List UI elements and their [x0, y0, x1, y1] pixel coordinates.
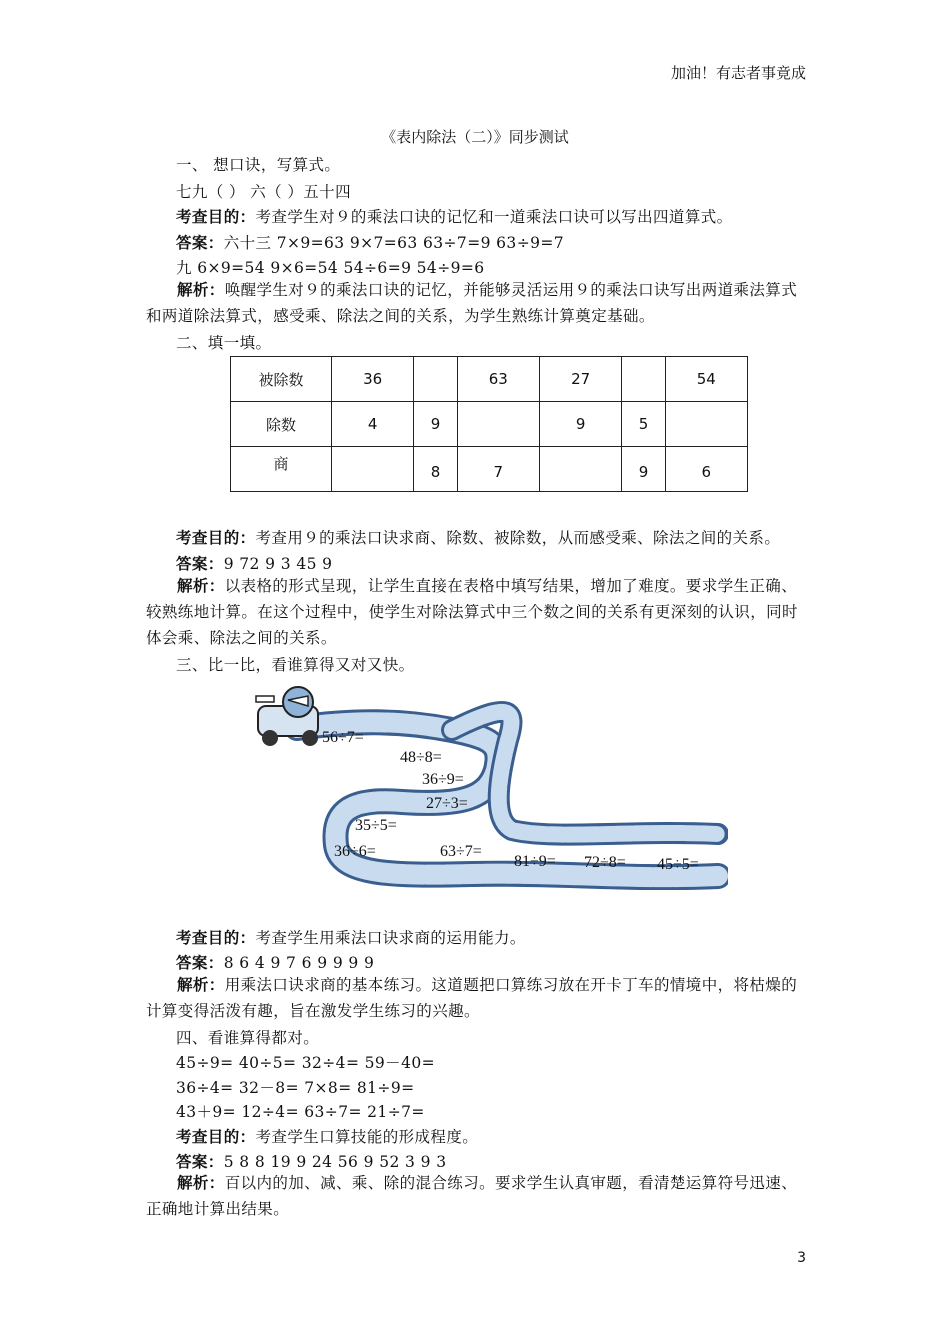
kart-race-illustration: [252, 680, 728, 890]
section2-answer: [176, 552, 332, 574]
section3-heading: 三、比一比，看谁算得又对又快。: [176, 656, 415, 674]
table-cell: 5: [622, 402, 665, 447]
table-cell: [622, 357, 665, 402]
answer-text: 8 6 4 9 7 6 9 9 9 9: [223, 954, 375, 972]
table-row-label: 除数: [231, 402, 332, 447]
race-problem: 56÷7=: [322, 729, 364, 746]
table-cell: [665, 402, 747, 447]
table-cell: [457, 402, 539, 447]
section4-problems-line: 36÷4= 32－8= 7×8= 81÷9=: [176, 1079, 415, 1097]
analysis-label: 解析：: [177, 1173, 225, 1192]
goal-text: 考查学生口算技能的形成程度。: [255, 1128, 479, 1146]
answer-label: 答案：: [176, 953, 224, 972]
table-row: [231, 402, 748, 447]
goal-label: 考查目的：: [176, 928, 256, 947]
table-cell: [414, 357, 457, 402]
analysis-label: 解析：: [177, 280, 225, 299]
section2-analysis: [146, 573, 808, 651]
section4-problems-line: 45÷9= 40÷5= 32÷4= 59－40=: [176, 1054, 435, 1072]
answer-text: 5 8 8 19 9 24 56 9 52 3 9 3: [223, 1153, 447, 1171]
goal-label: 考查目的：: [176, 207, 256, 226]
section4-heading: 四、看谁算得都对。: [176, 1029, 320, 1047]
goal-label: 考查目的：: [176, 528, 256, 547]
table-cell: 63: [457, 357, 539, 402]
analysis-text: 唤醒学生对９的乘法口诀的记忆，并能够灵活运用９的乘法口诀写出两道乘法算式和两道除法算式，感受乘、除法之间的关系，为学生熟练计算奠定基础。: [146, 281, 798, 325]
table-cell: 9: [622, 447, 665, 492]
analysis-text: 以表格的形式呈现，让学生直接在表格中填写结果，增加了难度。要求学生正确、较熟练地计算。在这个过程中，使学生对除法算式中三个数之间的关系有更深刻的认识，同时体会乘、除法之间的关系。: [146, 577, 798, 647]
table-cell: 54: [665, 357, 747, 402]
table-cell: 27: [539, 357, 621, 402]
race-problem: 35÷5=: [355, 817, 397, 834]
race-problem: 36÷6=: [334, 843, 376, 860]
section4-goal: [176, 1125, 478, 1147]
division-table: [230, 356, 748, 492]
race-problem: 81÷9=: [514, 853, 556, 870]
section1-heading: 一、 想口诀，写算式。: [176, 156, 341, 174]
section3-goal: [176, 926, 526, 948]
race-problem: 45÷5=: [657, 856, 699, 873]
table-row-label: 被除数: [231, 357, 332, 402]
table-cell: 8: [414, 447, 457, 492]
analysis-text: 用乘法口诀求商的基本练习。这道题把口算练习放在开卡丁车的情境中，将枯燥的计算变得活泼有趣，旨在激发学生练习的兴趣。: [146, 976, 798, 1020]
section3-analysis: [146, 972, 808, 1024]
race-problem: 72÷8=: [584, 854, 626, 871]
table-cell: 7: [457, 447, 539, 492]
goal-text: 考查学生用乘法口诀求商的运用能力。: [255, 929, 526, 947]
table-cell: 6: [665, 447, 747, 492]
section1-goal: [176, 205, 733, 227]
goal-label: 考查目的：: [176, 1127, 256, 1146]
kart-icon: [256, 687, 318, 746]
goal-text: 考查学生对９的乘法口诀的记忆和一道乘法口诀可以写出四道算式。: [255, 208, 733, 226]
analysis-label: 解析：: [177, 975, 225, 994]
race-problem: 36÷9=: [422, 771, 464, 788]
section2-heading: 二、填一填。: [176, 334, 272, 352]
section1-question: 七九（ ） 六（ ）五十四: [176, 183, 351, 201]
section3-answer: [176, 951, 374, 973]
answer-label: 答案：: [176, 233, 224, 252]
table-cell: 9: [414, 402, 457, 447]
analysis-label: 解析：: [177, 576, 225, 595]
analysis-text: 百以内的加、减、乘、除的混合练习。要求学生认真审题，看清楚运算符号迅速、正确地计算出结果。: [146, 1174, 798, 1218]
race-problem: 63÷7=: [440, 843, 482, 860]
table-cell: [332, 447, 414, 492]
answer-text: 六十三 7×9=63 9×7=63 63÷7=9 63÷9=7: [223, 234, 564, 252]
answer-label: 答案：: [176, 554, 224, 573]
section4-analysis: [146, 1170, 808, 1222]
section2-goal: [176, 526, 780, 548]
race-problem: 48÷8=: [400, 749, 442, 766]
answer-text: 9 72 9 3 45 9: [223, 555, 333, 573]
table-row: [231, 357, 748, 402]
table-cell: 4: [332, 402, 414, 447]
section1-answer: [176, 231, 564, 253]
section4-answer: [176, 1150, 447, 1172]
section1-answer-line2: 九 6×9=54 9×6=54 54÷6=9 54÷9=6: [176, 259, 485, 277]
race-problem: 27÷3=: [426, 795, 468, 812]
goal-text: 考查用９的乘法口诀求商、除数、被除数，从而感受乘、除法之间的关系。: [255, 529, 781, 547]
section1-analysis: [146, 277, 808, 329]
page-number: 3: [797, 1250, 806, 1266]
header-motto: 加油！有志者事竟成: [670, 64, 806, 82]
table-row-label: 商: [231, 447, 332, 492]
table-cell: 9: [539, 402, 621, 447]
section4-problems-line: 43＋9= 12÷4= 63÷7= 21÷7=: [176, 1103, 425, 1121]
page-title: 《表内除法（二）》同步测试: [381, 128, 569, 146]
table-row: [231, 447, 748, 492]
table-cell: [539, 447, 621, 492]
answer-label: 答案：: [176, 1152, 224, 1171]
table-cell: 36: [332, 357, 414, 402]
